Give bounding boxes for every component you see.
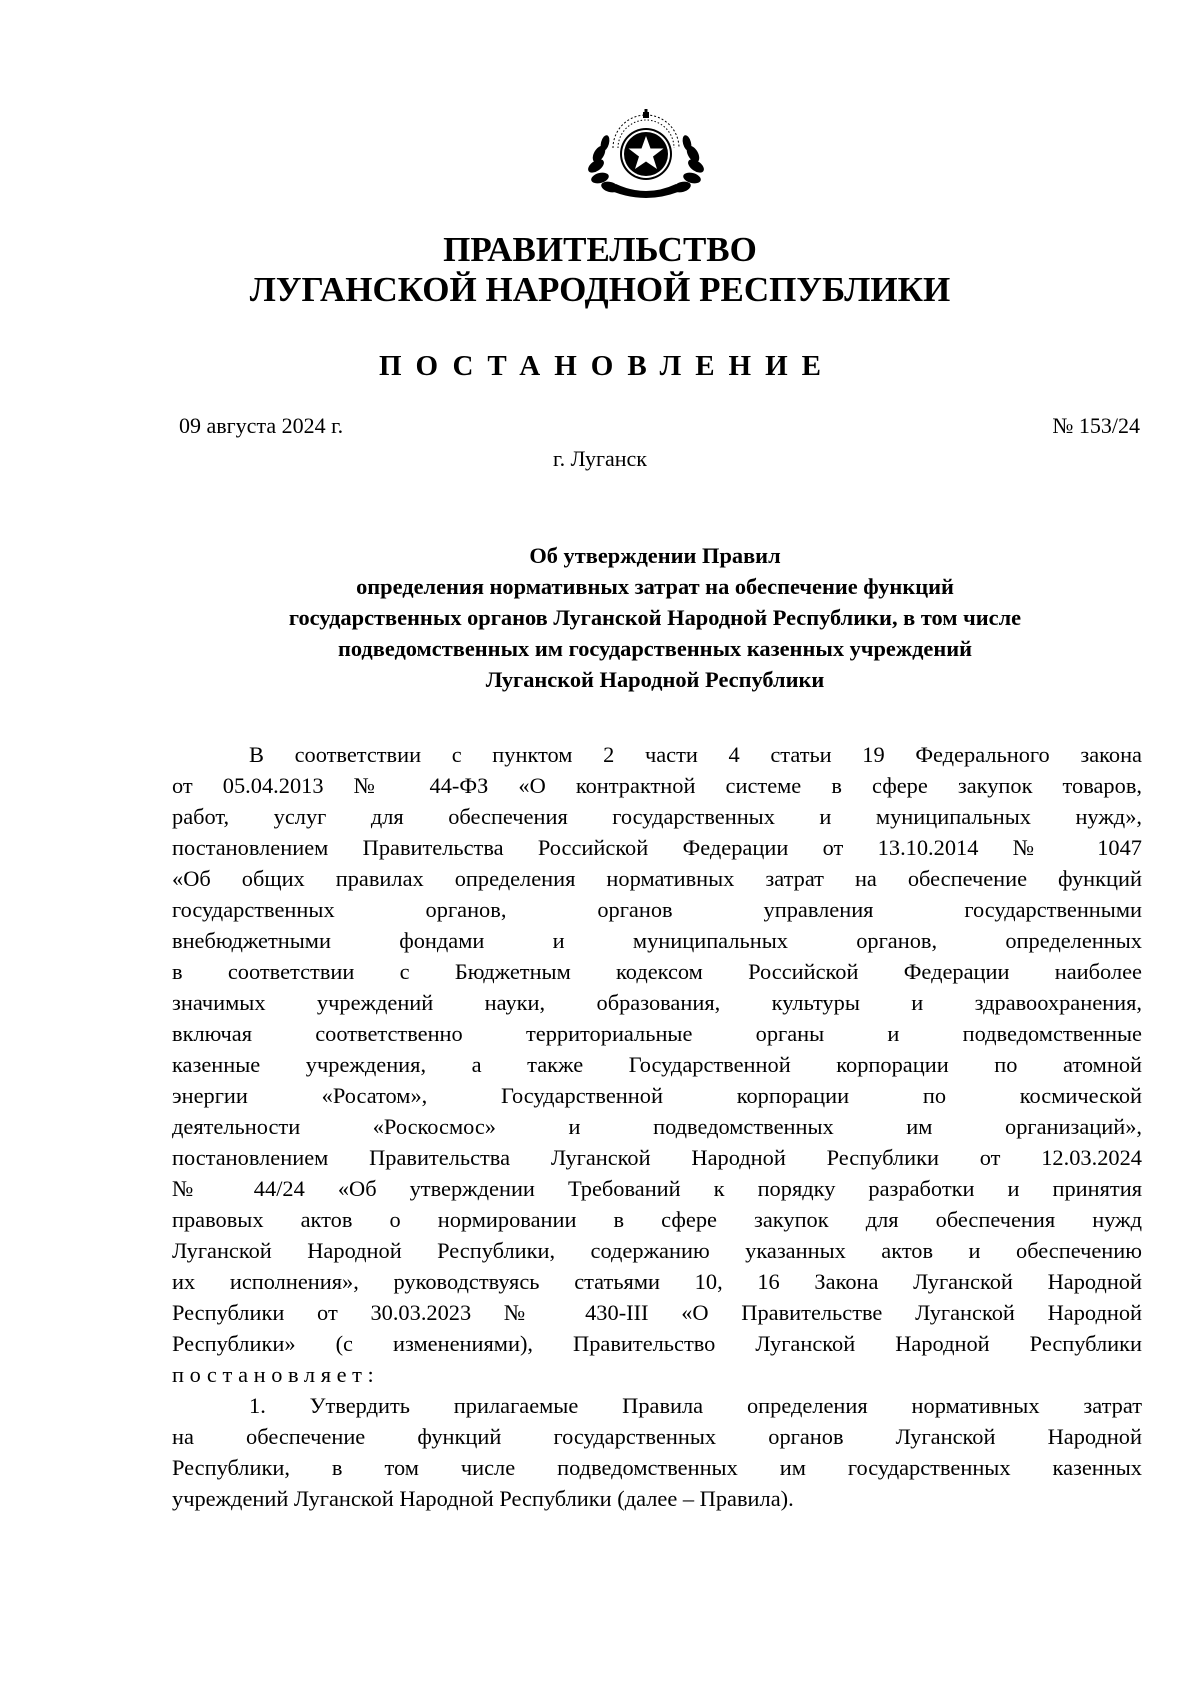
subject-line: определения нормативных затрат на обеспечение функций [356, 574, 954, 599]
government-title [0, 230, 1200, 310]
government-title-line2: ЛУГАНСКОЙ НАРОДНОЙ РЕСПУБЛИКИ [249, 270, 951, 309]
preamble-line: казенные учреждения, а также Государственной корпорации по атомной [172, 1052, 1142, 1077]
clause1-line: на обеспечение функций государственных органов Луганской Народной [172, 1424, 1142, 1449]
document-body [172, 739, 1142, 1514]
clause1-line: учреждений Луганской Народной Республики (далее – Правила). [172, 1486, 794, 1511]
preamble-line: постановлением Правительства Российской Федерации от 13.10.2014 № 1047 [172, 835, 1142, 860]
preamble-line: правовых актов о нормировании в сфере закупок для обеспечения нужд [172, 1207, 1142, 1232]
clause1-line: Республики, в том числе подведомственных им государственных казенных [172, 1455, 1142, 1480]
subject-line: Об утверждении Правил [529, 543, 781, 568]
resolves-line [172, 1359, 1142, 1390]
preamble-line: в соответствии с Бюджетным кодексом Российской Федерации наиболее [172, 959, 1142, 984]
preamble-line: постановлением Правительства Луганской Народной Республики от 12.03.2024 [172, 1145, 1142, 1170]
subject-line: государственных органов Луганской Народной Республики, в том числе [288, 605, 1022, 630]
preamble-line: включая соответственно территориальные органы и подведомственные [172, 1021, 1142, 1046]
document-number: № 153/24 [1052, 413, 1140, 438]
preamble-line: № 44/24 «Об утверждении Требований к порядку разработки и принятия [172, 1176, 1142, 1201]
preamble-line: значимых учреждений науки, образования, культуры и здравоохранения, [172, 990, 1142, 1015]
subject-line: Луганской Народной Республики [485, 667, 825, 692]
preamble-line: от 05.04.2013 № 44-ФЗ «О контрактной системе в сфере закупок товаров, [172, 773, 1142, 798]
preamble-line: внебюджетными фондами и муниципальных органов, определенных [172, 928, 1142, 953]
resolves-word: постановляет: [172, 1362, 380, 1387]
subject-line: подведомственных им государственных казенных учреждений [337, 636, 973, 661]
preamble-line: Республики от 30.03.2023 № 430-III «О Правительстве Луганской Народной [172, 1300, 1142, 1325]
preamble-line: Республики» (с изменениями), Правительство Луганской Народной Республики [172, 1331, 1142, 1356]
preamble-line: их исполнения», руководствуясь статьями 10, 16 Закона Луганской Народной [172, 1269, 1142, 1294]
document-city: г. Луганск [553, 446, 647, 471]
preamble-line: В соответствии с пунктом 2 части 4 статьи 19 Федерального закона [249, 742, 1142, 767]
preamble-line: Луганской Народной Республики, содержанию указанных актов и обеспечению [172, 1238, 1142, 1263]
preamble-line: «Об общих правилах определения нормативных затрат на обеспечение функций [172, 866, 1142, 891]
government-title-line1: ПРАВИТЕЛЬСТВО [443, 230, 757, 269]
preamble-line: работ, услуг для обеспечения государственных и муниципальных нужд», [172, 804, 1142, 829]
preamble-line: энергии «Росатом», Государственной корпорации по космической [172, 1083, 1142, 1108]
document-date: 09 августа 2024 г. [179, 413, 344, 438]
document-subject [140, 540, 1170, 695]
document-type: ПОСТАНОВЛЕНИЕ [378, 350, 835, 382]
coat-of-arms-icon [583, 108, 709, 200]
preamble-line: государственных органов, органов управления государственными [172, 897, 1142, 922]
clause1-line: 1. Утвердить прилагаемые Правила определения нормативных затрат [249, 1393, 1142, 1418]
preamble-line: деятельности «Роскосмос» и подведомственных им организаций», [172, 1114, 1142, 1139]
